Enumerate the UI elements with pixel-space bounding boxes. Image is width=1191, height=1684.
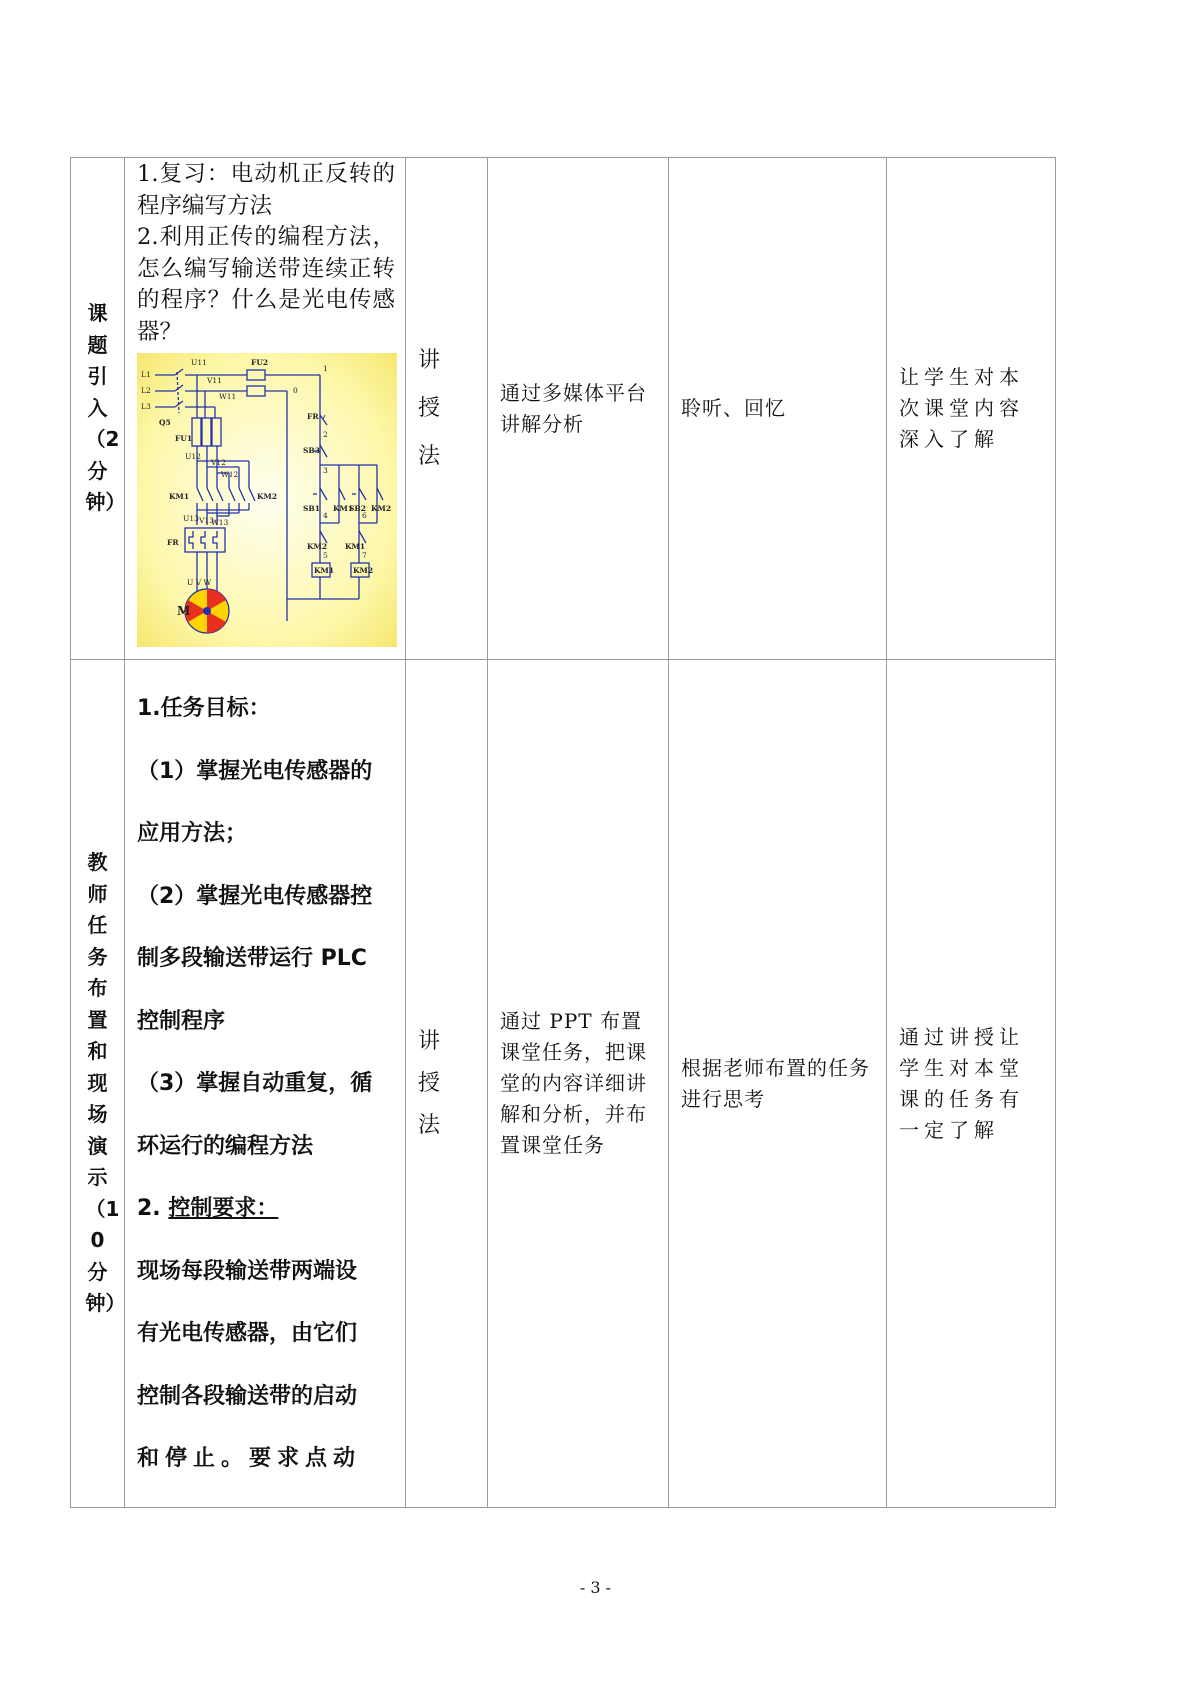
label-u11: U11 — [191, 358, 207, 367]
method-text: 讲 授 法 — [418, 1028, 441, 1138]
label-l1: L1 — [141, 370, 151, 379]
method-text: 讲授法 — [418, 347, 463, 469]
label-fu1: FU1 — [175, 434, 193, 443]
label-v13: V13 — [199, 516, 214, 525]
task-line: 制多段输送带运行 PLC — [137, 946, 367, 971]
task-line: 和停止。要求点动 — [137, 1446, 362, 1471]
design-purpose: 通过讲授让学生对本堂课的任务有一定了解 — [899, 1024, 1024, 1142]
label-km2-aux: KM2 — [371, 504, 392, 513]
teacher-activity-cell — [488, 660, 669, 1508]
teacher-activity-cell — [488, 158, 669, 660]
stage-cell — [71, 660, 125, 1508]
method-cell — [406, 660, 488, 1508]
label-l2: L2 — [141, 386, 151, 395]
motor-circuit-diagram — [137, 353, 397, 647]
label-w11: W11 — [219, 392, 237, 401]
stage-cell — [71, 158, 125, 660]
label-w12: W12 — [221, 470, 239, 479]
task-line — [137, 1178, 395, 1241]
label-km2-interlock: KM2 — [307, 542, 328, 551]
task-line: 有光电传感器，由它们 — [137, 1321, 358, 1346]
task-line: 环运行的编程方法 — [137, 1133, 314, 1159]
label-fr: FR — [167, 538, 179, 547]
purpose-cell — [887, 158, 1056, 660]
task-line: （3）掌握自动重复，循 — [137, 1071, 373, 1096]
control-requirements-heading: 控制要求： — [168, 1196, 279, 1221]
label-l3: L3 — [141, 402, 151, 411]
label-km2-coil: KM2 — [353, 566, 374, 575]
label-fr-ctrl: FR — [307, 412, 319, 421]
label-km1-aux: KM1 — [333, 504, 354, 513]
label-n4: 4 — [323, 511, 328, 520]
task-line: 控制程序 — [137, 1008, 226, 1034]
label-n7: 7 — [362, 551, 367, 560]
label-n6: 6 — [362, 511, 367, 520]
task-line: 应用方法； — [137, 821, 248, 846]
label-v11: V11 — [207, 376, 222, 385]
task-line: （1）掌握光电传感器的 — [137, 758, 373, 784]
label-n1: 1 — [323, 364, 328, 373]
label-uvw: U V W — [187, 578, 212, 587]
task-line: 1.任务目标： — [137, 696, 271, 721]
page-number: - 3 - — [579, 1578, 612, 1597]
label-n3: 3 — [323, 466, 328, 475]
teacher-activity: 通过多媒体平台讲解分析 — [500, 380, 647, 436]
label-km1: KM1 — [169, 492, 190, 501]
label-fu2: FU2 — [251, 358, 269, 367]
purpose-cell — [887, 660, 1056, 1508]
student-activity: 聆听、回忆 — [681, 396, 786, 420]
label-q5: Q5 — [159, 418, 171, 427]
content-line: 2.利用正传的编程方法，怎么编写输送带连续正转的程序？什么是光电传感器？ — [137, 224, 395, 345]
label-km1-coil: KM1 — [314, 566, 335, 575]
intro-content — [125, 158, 405, 348]
task-line: 现场每段输送带两端设 — [137, 1258, 358, 1284]
label-u13: U13 — [183, 514, 199, 523]
content-cell — [125, 660, 406, 1508]
label-sb1: SB1 — [303, 504, 320, 513]
motor-icon — [185, 589, 229, 633]
task-line: 控制各段输送带的启动 — [137, 1383, 358, 1409]
label-n5: 5 — [323, 551, 328, 560]
label-km2: KM2 — [257, 492, 278, 501]
design-purpose: 让学生对本次课堂内容深入了解 — [899, 365, 1024, 451]
table-row — [71, 660, 1056, 1508]
lesson-plan-table — [70, 157, 1056, 1508]
student-activity: 根据老师布置的任务进行思考 — [681, 1055, 870, 1111]
label-sb2: SB2 — [349, 504, 366, 513]
student-activity-cell — [669, 660, 887, 1508]
label-v12: V12 — [211, 458, 226, 467]
label-u12: U12 — [185, 452, 201, 461]
content-line: 1.复习：电动机正反转的程序编写方法 — [137, 161, 395, 219]
label-km1-interlock: KM1 — [345, 542, 366, 551]
label-sb3: SB3 — [303, 446, 320, 455]
label-n2: 2 — [323, 430, 328, 439]
table-row — [71, 158, 1056, 660]
label-motor: M — [177, 604, 191, 618]
label-w13: W13 — [211, 518, 229, 527]
stage-label: 课题引入（2分钟） — [85, 301, 126, 515]
task-line: （2）掌握光电传感器控 — [137, 883, 373, 909]
teacher-activity: 通过 PPT 布置课堂任务，把课堂的内容详细讲解和分析，并布置课堂任务 — [500, 1009, 647, 1157]
student-activity-cell — [669, 158, 887, 660]
label-n0: 0 — [293, 386, 298, 395]
stage-label: 教师任务布置和现场演示（10分钟） — [85, 850, 126, 1316]
method-cell — [406, 158, 488, 660]
task-content — [125, 660, 405, 1491]
content-cell — [125, 158, 406, 660]
heading-number: 2. — [137, 1196, 169, 1221]
